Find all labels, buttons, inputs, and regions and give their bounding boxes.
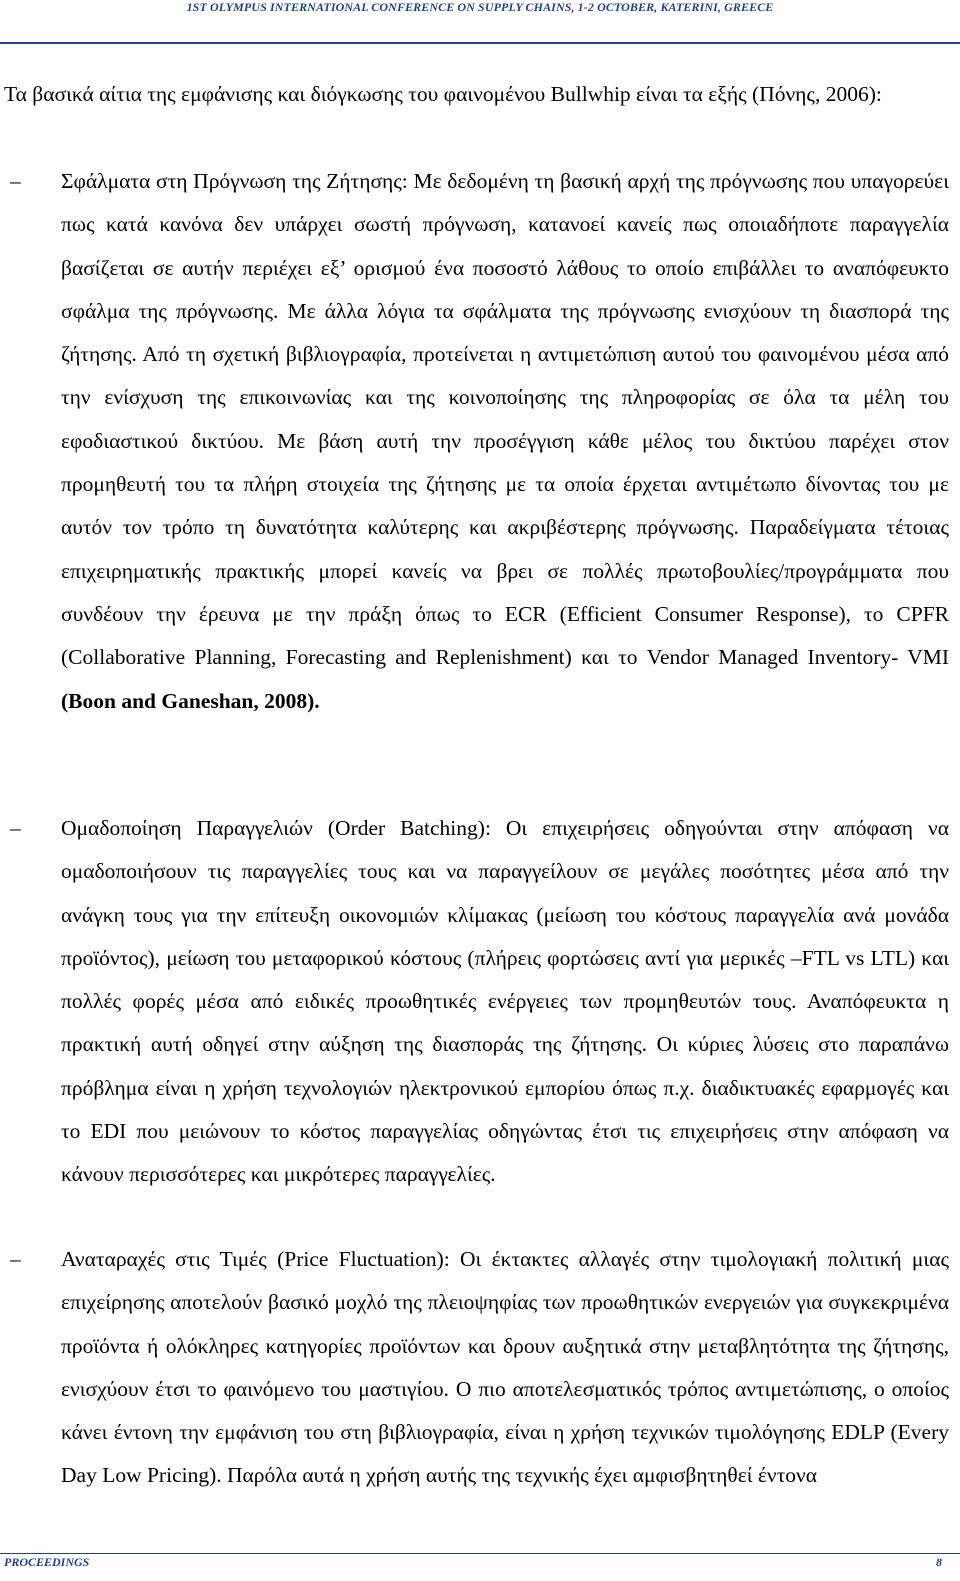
- header-rule: [0, 42, 960, 44]
- page-number: 8: [936, 1555, 942, 1569]
- list-bullet-2: –: [10, 816, 21, 840]
- list-bullet-1: –: [10, 169, 21, 193]
- citation: (Boon and Ganeshan, 2008).: [61, 688, 320, 713]
- conference-header: 1ST OLYMPUS INTERNATIONAL CONFERENCE ON SUPPLY CHAINS, 1-2 OCTOBER, KATERINI, GREECE: [186, 0, 774, 14]
- list-item-order-batching: Ομαδοποίηση Παραγγελιών (Order Batching): Οι επιχειρήσεις οδηγούνται στην απόφαση να ομαδοποιήσουν τις παραγγελίες τους και να παραγγείλουν σε μεγάλες ποσότητες μέσα από την ανάγκη τους για την επίτευξη οικονομιών κλίμακας (μείωση του κόστους παραγγελία ανά μονάδα προϊόντος), μείωση του μεταφορικού κόστους (πλήρεις φορτώσεις αντί για μερικές –FTL vs LTL) και πολλές φορές μέσα από ειδικές προωθητικές ενέργειες των προμηθευτών τους. Αναπόφευκτα η πρακτική αυτή οδηγεί στην αύξηση της διασποράς της ζήτησης. Οι κύριες λύσεις στο παραπάνω πρόβλημα είναι η χρήση τεχνολογιών ηλεκτρονικού εμπορίου όπως π.χ. διαδικτυακές εφαρμογές και το EDI που μειώνουν το κόστος παραγγελίας οδηγώντας έτσι τις επιχειρήσεις στην απόφαση να κάνουν περισσότερες και μικρότερες παραγγελίες.: [61, 816, 949, 1187]
- footer-label: PROCEEDINGS: [4, 1555, 90, 1569]
- list-bullet-3: –: [10, 1247, 21, 1271]
- intro-paragraph: Τα βασικά αίτια της εμφάνισης και διόγκωσης του φαινομένου Bullwhip είναι τα εξής (Πόνης, 2006):: [4, 82, 882, 106]
- list-item-forecasting-errors: [61, 160, 949, 723]
- list-item-price-fluctuation: Αναταραχές στις Τιμές (Price Fluctuation): Οι έκτακτες αλλαγές στην τιμολογιακή πολιτική μιας επιχείρησης αποτελούν βασικό μοχλό της πλειοψηφίας των προωθητικών ενεργειών για συγκεκριμένα προϊόντα ή ολόκληρες κατηγορίες προϊόντων και δρουν αυξητικά στην μεταβλητότητα της ζήτησης, ενισχύουν έτσι το φαινόμενο του μαστιγίου. Ο πιο αποτελεσματικός τρόπος αντιμετώπισης, ο οποίος κάνει έντονη την εμφάνιση του στη βιβλιογραφία, είναι η χρήση τεχνικών τιμολόγησης EDLP (Every Day Low Pricing). Παρόλα αυτά η χρήση αυτής της τεχνικής έχει αμφισβητηθεί έντονα: [61, 1247, 949, 1488]
- list-item-text: Σφάλματα στη Πρόγνωση της Ζήτησης: Με δεδομένη τη βασική αρχή της πρόγνωσης που υπαγορεύει πως κατά κανόνα δεν υπάρχει σωστή πρόγνωση, κατανοεί κανείς πως οποιαδήποτε παραγγελία βασίζεται σε αυτήν περιέχει εξ’ ορισμού ένα ποσοστό λάθους το οποίο επιβάλλει το αναπόφευκτο σφάλμα της πρόγνωσης. Με άλλα λόγια τα σφάλματα της πρόγνωσης ενισχύουν τη διασπορά της ζήτησης. Από τη σχετική βιβλιογραφία, προτείνεται η αντιμετώπιση αυτού του φαινομένου μέσα από την ενίσχυση της επικοινωνίας και της κοινοποίησης της πληροφορίας σε όλα τα μέλη του εφοδιαστικού δικτύου. Με βάση αυτή την προσέγγιση κάθε μέλος του δικτύου παρέχει στον προμηθευτή του τα πλήρη στοιχεία της ζήτησης με τα οποία έρχεται αντιμέτωπο δίνοντας του με αυτόν τον τρόπο τη δυνατότητα καλύτερης και ακριβέστερης πρόγνωσης. Παραδείγματα τέτοιας επιχειρηματικής πρακτικής μπορεί κανείς να βρει σε πολλές πρωτοβουλίες/προγράμματα που συνδέουν την έρευνα με την πράξη όπως το ECR (Efficient Consumer Response), το CPFR (Collaborative Planning, Forecasting and Replenishment) και το Vendor Managed Inventory- VMI: [61, 169, 950, 670]
- footer-rule: [0, 1553, 960, 1554]
